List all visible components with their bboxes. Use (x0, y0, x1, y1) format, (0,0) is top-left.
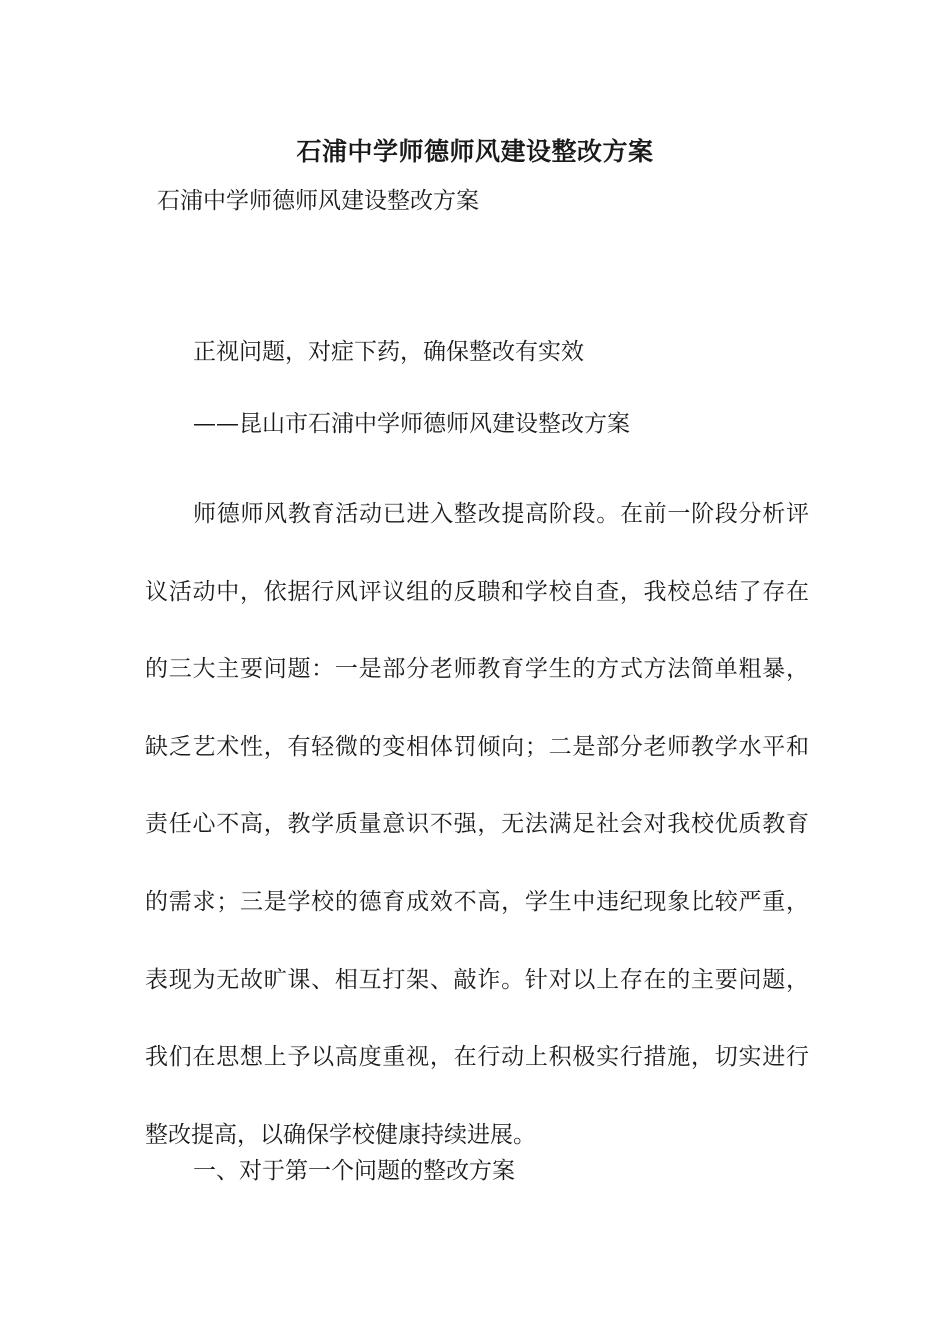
section-heading: 一、对于第一个问题的整改方案 (193, 1158, 515, 1184)
document-title: 石浦中学师德师风建设整改方案 (296, 137, 654, 166)
body-paragraph: 师德师风教育活动已进入整改提高阶段。在前一阶段分析评议活动中，依据行风评议组的反聩和学校自查，我校总结了存在的三大主要问题：一是部分老师教育学生的方式方法简单粗暴，缺乏艺术性，有轻微的变相体罚倾向；二是部分老师教学水平和责任心不高，教学质量意识不强，无法满足社会对我校优质教育的需求；三是学校的德育成效不高，学生中违纪现象比较严重，表现为无故旷课、相互打架、敲诈。针对以上存在的主要问题，我们在思想上予以高度重视，在行动上积极实行措施，切实进行整改提高，以确保学校健康持续进展。 (145, 501, 809, 1148)
document-subtitle: 石浦中学师德师风建设整改方案 (157, 188, 479, 214)
byline: ——昆山市石浦中学师德师风建设整改方案 (193, 411, 630, 437)
headline: 正视问题，对症下药，确保整改有实效 (193, 339, 584, 365)
